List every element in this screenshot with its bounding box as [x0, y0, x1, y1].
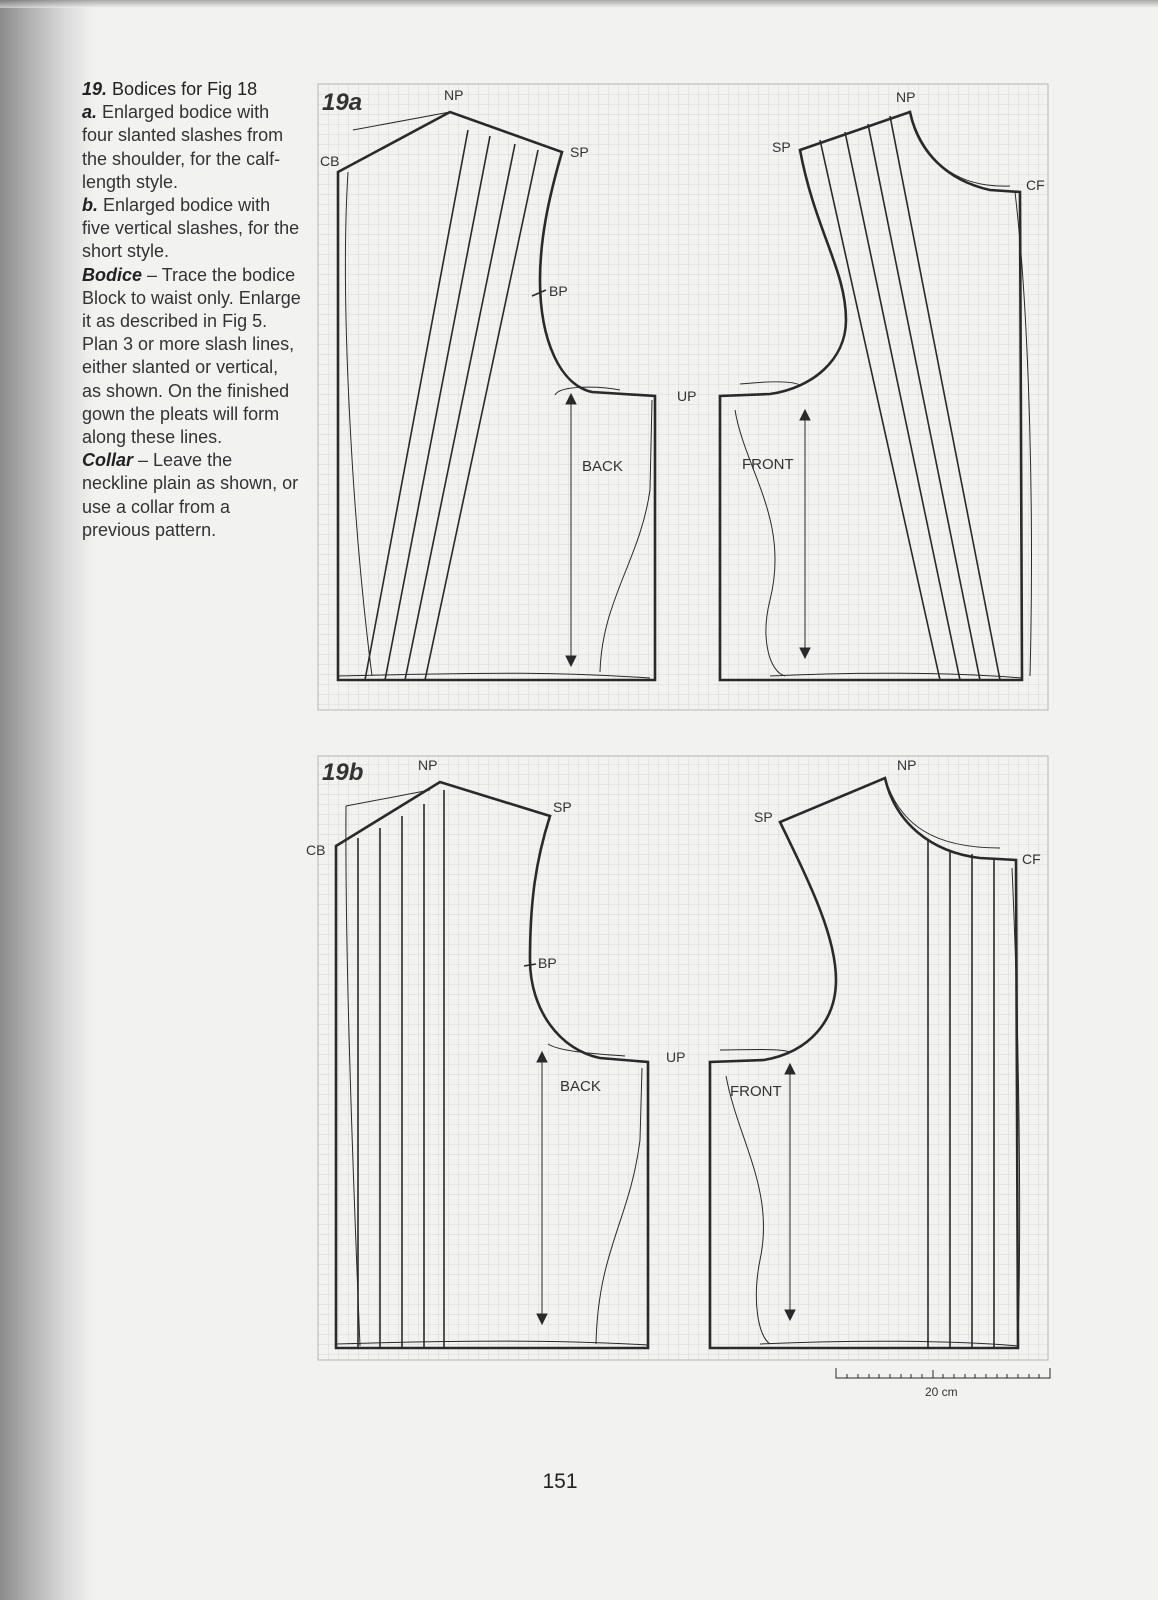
- scale-bar: [836, 1368, 1050, 1378]
- label-up-19a: UP: [677, 388, 697, 404]
- label-bp-19b: BP: [538, 955, 557, 971]
- figure-label-19b: 19b: [322, 759, 364, 786]
- label-cb-19a: CB: [320, 153, 340, 169]
- page-number: 151: [542, 1470, 578, 1493]
- label-cf-19a: CF: [1026, 177, 1045, 193]
- label-front-19a: FRONT: [742, 456, 794, 473]
- caption-collar: Collar – Leave the neckline plain as shown, or use a collar from a previous pattern.: [82, 450, 299, 540]
- label-bp-19a: BP: [549, 283, 568, 299]
- caption-item-a: a. Enlarged bodice with four slanted slashes from the shoulder, for the calf-length style.: [82, 102, 284, 192]
- label-front-19b: FRONT: [730, 1083, 782, 1100]
- scale-label: 20 cm: [925, 1385, 958, 1399]
- caption-bodice: Bodice – Trace the bodice Block to waist only. Enlarge it as described in Fig 5. Plan 3 or more slash lines, either slanted or vertical, as shown. On the finished gown the pleats will form along these lines.: [82, 264, 301, 448]
- label-sp-front-19b: SP: [754, 809, 773, 825]
- label-sp-front-19a: SP: [772, 139, 791, 155]
- label-sp-back-19b: SP: [553, 799, 572, 815]
- label-cf-19b: CF: [1022, 851, 1041, 867]
- label-sp-back-19a: SP: [570, 144, 589, 160]
- label-cb-19b: CB: [306, 842, 326, 858]
- figure-19b: [306, 756, 1048, 1360]
- caption-item-b: b. Enlarged bodice with five vertical slashes, for the short style.: [82, 195, 300, 262]
- figure-label-19a: 19a: [322, 89, 363, 116]
- figure-19a: [318, 84, 1048, 710]
- label-back-19b: BACK: [560, 1078, 601, 1095]
- label-np-front-19b: NP: [897, 757, 917, 773]
- label-up-19b: UP: [666, 1049, 686, 1065]
- label-back-19a: BACK: [582, 458, 623, 475]
- label-np-back-19a: NP: [444, 87, 464, 103]
- label-np-front-19a: NP: [896, 89, 916, 105]
- label-np-back-19b: NP: [418, 757, 438, 773]
- caption-title: 19. Bodices for Fig 18: [82, 79, 258, 99]
